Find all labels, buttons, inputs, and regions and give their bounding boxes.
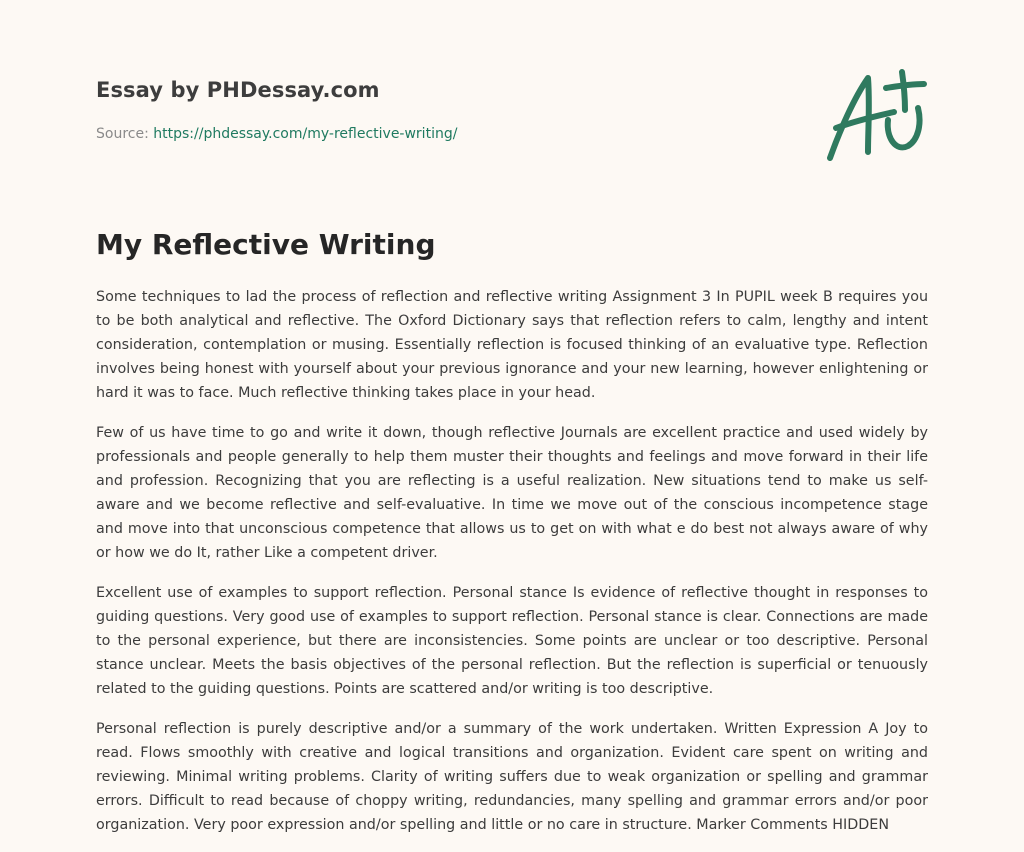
site-title: Essay by PHDessay.com	[96, 78, 380, 102]
essay-header	[96, 76, 696, 144]
essay-title: My Reflective Writing	[96, 228, 436, 261]
essay-body	[96, 285, 928, 852]
essay-paragraph: Excellent use of examples to support reflection. Personal stance Is evidence of reflective thought in responses to guiding questions. Very good use of examples to support reflection. Personal stance is clear. Connections are made to the personal experience, but there are inconsistencies. Some points are unclear or too descriptive. Personal stance unclear. Meets the basis objectives of the personal reflection. But the reflection is superficial or tenuously related to the guiding questions. Points are scattered and/or writing is too descriptive.	[96, 585, 928, 697]
essay-paragraph: Few of us have time to go and write it down, though reflective Journals are excellent practice and used widely by professionals and people generally to help them muster their thoughts and feelings and move forward in their life and profession. Recognizing that you are reflecting is a useful realization. New situations tend to make us self-aware and we become reflective and self-evaluative. In time we move out of the conscious incompetence stage and move into that unconscious competence that allows us to get on with what e do best not always aware of why or how we do It, rather Like a competent driver.	[96, 425, 928, 561]
essay-paragraph: Personal reflection is purely descriptive and/or a summary of the work undertaken. Written Expression A Joy to read. Flows smoothly with creative and logical transitions and organization. Evident care spent on writing and reviewing. Minimal writing problems. Clarity of writing suffers due to weak organization or spelling and grammar errors. Difficult to read because of choppy writing, redundancies, many spelling and grammar errors and/or poor organization. Very poor expression and/or spelling and little or no care in structure. Marker Comments HIDDEN	[96, 721, 928, 833]
source-line	[96, 124, 696, 144]
essay-paragraph: Some techniques to lad the process of reflection and reflective writing Assignment 3 In PUPIL week B requires you to be both analytical and reflective. The Oxford Dictionary says that reflection refers to calm, lengthy and intent consideration, contemplation or musing. Essentially reflection is focused thinking of an evaluative type. Reflection involves being honest with yourself about your previous ignorance and your new learning, however enlightening or hard it was to face. Much reflective thinking takes place in your head.	[96, 289, 928, 401]
source-link[interactable]: https://phdessay.com/my-reflective-writing/	[153, 126, 458, 142]
source-label: Source:	[96, 126, 154, 142]
a-plus-grade-icon	[818, 64, 930, 168]
